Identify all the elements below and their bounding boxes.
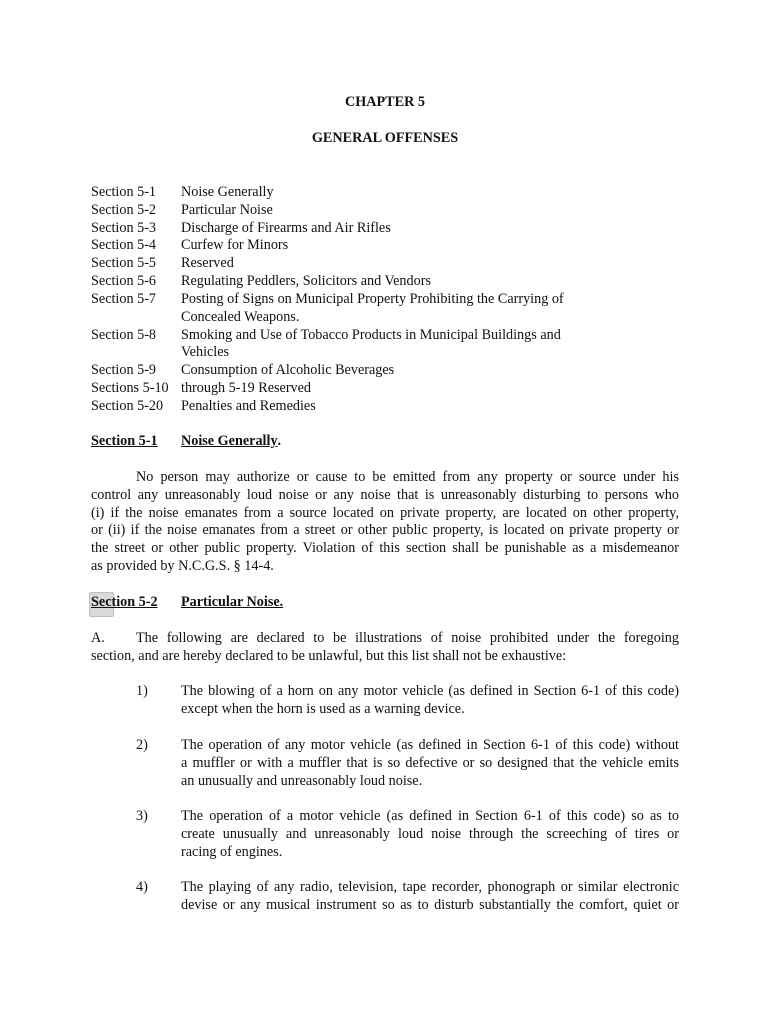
paragraph-line: the street or other public property. Violation of this section shall be punishable as a misdemeanor — [91, 540, 679, 556]
section-5-2-label: Section 5-2 — [91, 594, 158, 610]
paragraph-line: (i) if the noise emanates from a source located on private property, are located on other property, — [91, 505, 679, 521]
paragraph-line: control any unreasonably loud noise or any noise that is unreasonably disturbing to persons who — [91, 487, 679, 503]
toc-title: Smoking and Use of Tobacco Products in Municipal Buildings and — [181, 327, 561, 343]
list-item-line: devise or any musical instrument so as to disturb substantially the comfort, quiet or — [181, 897, 679, 913]
toc-title: Regulating Peddlers, Solicitors and Vendors — [181, 273, 431, 289]
paragraph-line: The following are declared to be illustrations of noise prohibited under the foregoing — [136, 630, 679, 646]
chapter-title: GENERAL OFFENSES — [311, 130, 459, 146]
list-item-number: 1) — [136, 683, 148, 699]
list-item-line: create unusually and unreasonably loud noise through the screeching of tires or — [181, 826, 679, 842]
toc-section: Section 5-7 — [91, 291, 157, 307]
toc-title: Reserved — [181, 255, 234, 271]
toc-section: Section 5-8 — [91, 327, 157, 343]
section-5-1-period: . — [277, 433, 282, 449]
toc-section: Section 5-4 — [91, 237, 157, 253]
toc-title-continued: Vehicles — [181, 344, 230, 360]
list-item-line: The playing of any radio, television, tape recorder, phonograph or similar electronic — [181, 879, 679, 895]
list-item-line: The blowing of a horn on any motor vehicle (as defined in Section 6-1 of this code) — [181, 683, 679, 699]
section-5-1-label: Section 5-1 — [91, 433, 158, 449]
toc-title: Particular Noise — [181, 202, 273, 218]
paragraph-label: A. — [91, 630, 105, 646]
toc-section: Section 5-3 — [91, 220, 157, 236]
toc-title: Noise Generally — [181, 184, 274, 200]
paragraph-line: No person may authorize or cause to be emitted from any property or source under his — [136, 469, 679, 485]
toc-title: Posting of Signs on Municipal Property Prohibiting the Carrying of — [181, 291, 564, 307]
toc-title: Curfew for Minors — [181, 237, 289, 253]
paragraph-line: section, and are hereby declared to be unlawful, but this list shall not be exhaustive: — [91, 648, 567, 664]
list-item-line: a muffler or with a muffler that is so defective or so designed that the vehicle emits — [181, 755, 679, 771]
toc-section: Section 5-6 — [91, 273, 157, 289]
section-5-2-heading — [91, 594, 284, 611]
toc-title: Discharge of Firearms and Air Rifles — [181, 220, 391, 236]
toc-title: Penalties and Remedies — [181, 398, 316, 414]
chapter-number: CHAPTER 5 — [344, 94, 425, 110]
toc-title: Consumption of Alcoholic Beverages — [181, 362, 395, 378]
toc-title: through 5-19 Reserved — [181, 380, 312, 396]
list-item-line: except when the horn is used as a warning device. — [181, 701, 465, 717]
list-item-line: an unusually and unreasonably loud noise. — [181, 773, 423, 789]
section-5-1-title — [181, 433, 281, 450]
toc-section: Section 5-9 — [91, 362, 157, 378]
list-item-number: 3) — [136, 808, 148, 824]
section-5-1-title-text: Noise Generally — [181, 433, 278, 449]
toc-title-continued: Concealed Weapons. — [181, 309, 300, 325]
toc-section: Section 5-20 — [91, 398, 164, 414]
section-5-1-heading — [91, 433, 282, 450]
section-5-2-title: Particular Noise. — [181, 594, 284, 610]
paragraph-line: or (ii) if the noise emanates from a street or other public property, is located on private property or — [91, 522, 679, 538]
list-item-line: The operation of a motor vehicle (as defined in Section 6-1 of this code) so as to — [181, 808, 679, 824]
toc-section: Section 5-2 — [91, 202, 157, 218]
list-item-line: racing of engines. — [181, 844, 283, 860]
toc-section: Sections 5-10 — [91, 380, 169, 396]
paragraph-line: as provided by N.C.G.S. § 14-4. — [91, 558, 274, 574]
list-item-line: The operation of any motor vehicle (as defined in Section 6-1 of this code) without — [181, 737, 679, 753]
toc-section: Section 5-1 — [91, 184, 157, 200]
toc-section: Section 5-5 — [91, 255, 157, 271]
list-item-number: 4) — [136, 879, 148, 895]
list-item-number: 2) — [136, 737, 148, 753]
